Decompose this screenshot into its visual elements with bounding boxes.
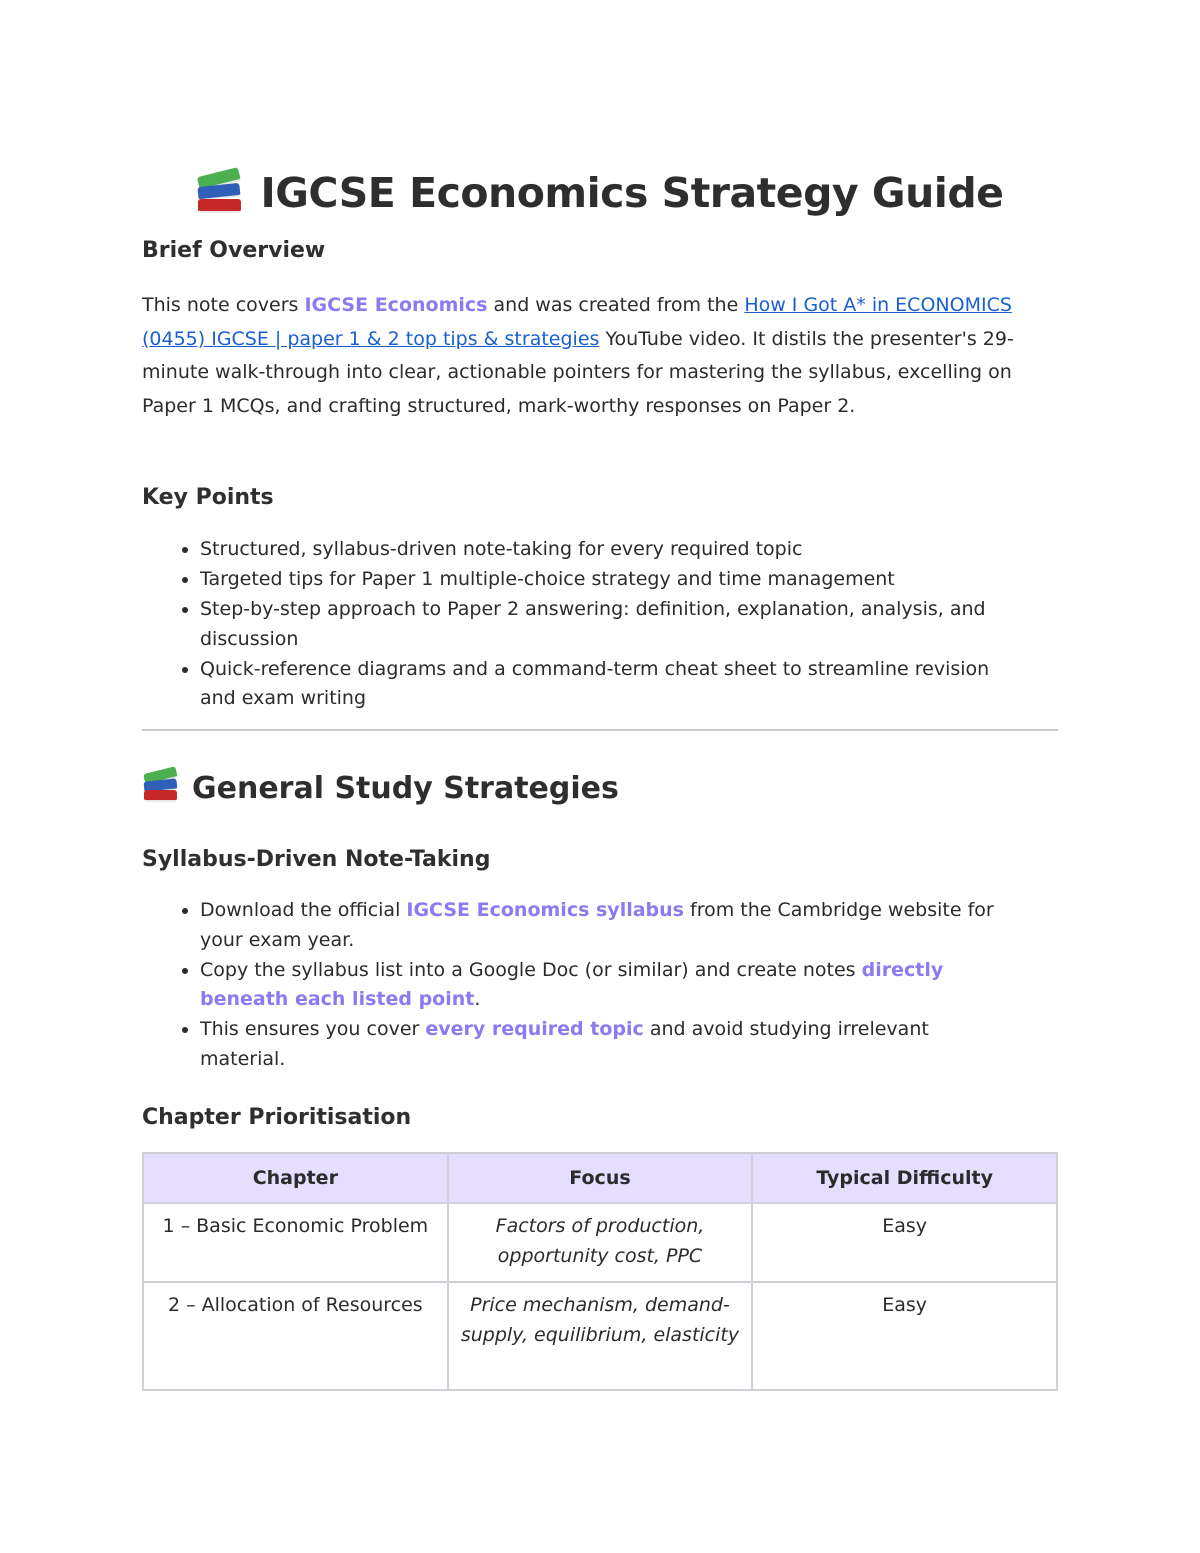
difficulty-cell: Easy: [752, 1282, 1057, 1390]
difficulty-cell: Easy: [752, 1203, 1057, 1282]
overview-heading: Brief Overview: [142, 238, 326, 263]
key-points-heading: Key Points: [142, 485, 274, 510]
item-text: Download the official: [200, 899, 407, 921]
list-item: [200, 1015, 1020, 1074]
page-title-text: IGCSE Economics Strategy Guide: [260, 169, 1004, 218]
item-text: .: [474, 988, 481, 1010]
section-divider: [142, 729, 1058, 731]
list-item: • Step-by-step approach to Paper 2 answering: definition, explanation, analysis, and discussion: [200, 595, 1020, 654]
overview-text: and was created from the: [487, 294, 745, 316]
overview-highlight: IGCSE Economics: [304, 294, 488, 316]
table-row: [143, 1203, 1057, 1282]
item-highlight: every required topic: [425, 1018, 644, 1040]
item-highlight: IGCSE Economics syllabus: [406, 899, 684, 921]
table-header-row: [143, 1153, 1057, 1203]
item-text: Copy the syllabus list into a Google Doc (or similar) and create notes: [200, 958, 862, 981]
note-taking-heading: Syllabus-Driven Note-Taking: [142, 847, 491, 872]
note-taking-list: [178, 896, 1020, 1075]
item-text: from the Cambridge website for your exam year.: [200, 899, 994, 951]
column-header: Typical Difficulty: [752, 1153, 1057, 1203]
overview-text: This note covers: [142, 294, 305, 316]
prioritisation-heading: Chapter Prioritisation: [142, 1105, 412, 1130]
key-points-list: [178, 535, 1020, 714]
chapter-cell: 2 – Allocation of Resources: [143, 1282, 448, 1390]
column-header: Chapter: [143, 1153, 448, 1203]
chapter-cell: 1 – Basic Economic Problem: [143, 1203, 448, 1282]
list-item: • Targeted tips for Paper 1 multiple-choice strategy and time management: [200, 565, 1020, 595]
item-text: This ensures you cover: [200, 1018, 426, 1040]
focus-cell: Factors of production, opportunity cost, PPC: [448, 1203, 753, 1282]
youtube-video-link[interactable]: How I Got A* in ECONOMICS (0455) IGCSE | paper 1 & 2 top tips & strategies: [142, 294, 1012, 350]
list-item: • Structured, syllabus-driven note-taking for every required topic: [200, 535, 1020, 565]
focus-cell: Price mechanism, demand-supply, equilibrium, elasticity: [448, 1282, 753, 1390]
item-highlight: directly beneath each listed point: [200, 958, 944, 1010]
list-item: [200, 956, 1020, 1015]
books-icon: [197, 169, 245, 213]
chapter-table: [142, 1152, 1058, 1391]
item-text: and avoid studying irrelevant material.: [200, 1018, 929, 1070]
table-row: [143, 1282, 1057, 1390]
page-title: [142, 169, 1058, 217]
list-item: [200, 896, 1020, 955]
overview-text: YouTube video. It distils the presenter's 29-minute walk-through into clear, actionable pointers for mastering the syllabus, excelling on Paper 1 MCQs, and crafting structured, mark-worthy responses on Paper 2.: [142, 327, 1014, 417]
section-heading: [142, 768, 619, 806]
column-header: Focus: [448, 1153, 753, 1203]
overview-paragraph: [142, 289, 1058, 423]
section-heading-text: General Study Strategies: [192, 771, 619, 806]
list-item: • Quick-reference diagrams and a command-term cheat sheet to streamline revision and exam writing: [200, 655, 1020, 714]
books-icon: [142, 768, 180, 802]
